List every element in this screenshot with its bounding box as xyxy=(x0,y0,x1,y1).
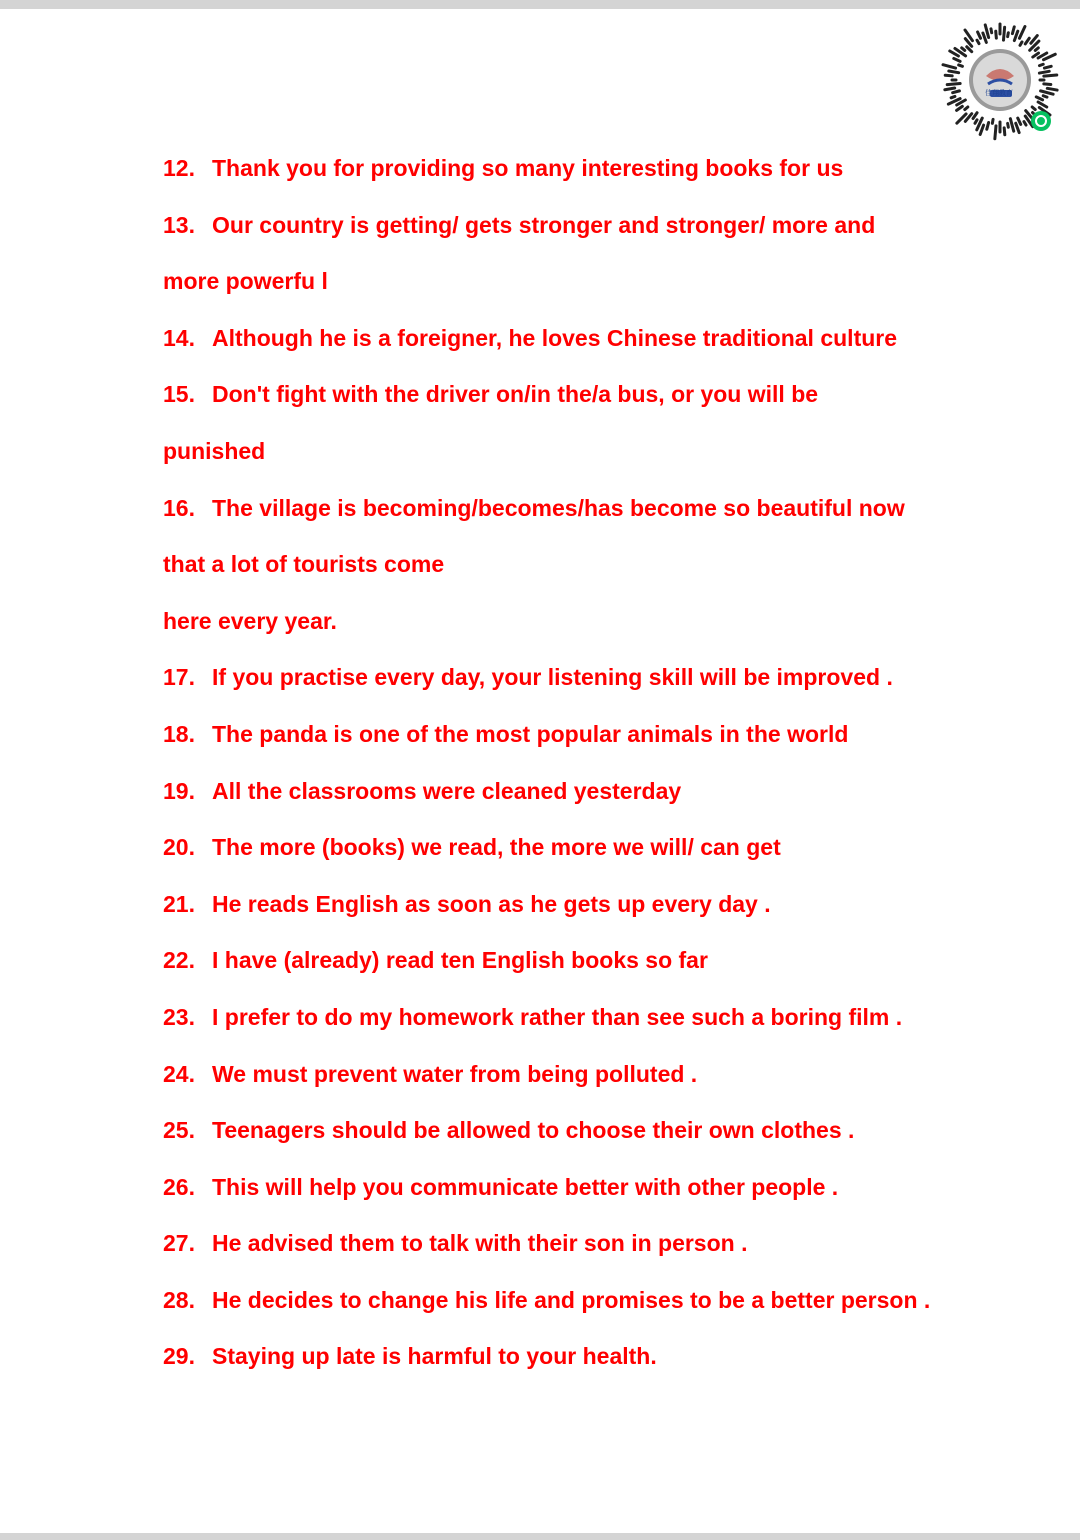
answer-number: 17. xyxy=(163,664,195,691)
page-top-border xyxy=(0,0,1080,9)
answer-line xyxy=(163,771,953,828)
answer-text: The panda is one of the most popular animals in the world xyxy=(212,720,849,747)
answer-text: All the classrooms were cleaned yesterday xyxy=(212,777,682,804)
answer-number: 15. xyxy=(163,381,195,408)
page-bottom-border xyxy=(0,1533,1080,1540)
answer-text: Thank you for providing so many interesting books for us xyxy=(212,155,844,181)
answer-number: 16. xyxy=(163,494,195,521)
answer-text: He advised them to talk with their son in person . xyxy=(212,1230,748,1257)
answer-line xyxy=(163,544,953,601)
answer-number: 13. xyxy=(163,211,195,238)
answer-text: Although he is a foreigner, he loves Chinese traditional culture xyxy=(212,324,898,351)
answer-line xyxy=(163,374,953,431)
answer-text: here every year. xyxy=(163,607,337,634)
answer-line xyxy=(163,657,953,714)
answer-text: This will help you communicate better with other people . xyxy=(212,1173,839,1200)
mini-program-qr-icon xyxy=(938,18,1062,142)
answer-number: 20. xyxy=(163,834,195,861)
answer-text: that a lot of tourists come xyxy=(163,551,445,578)
answer-text: The village is becoming/becomes/has become so beautiful now xyxy=(212,494,905,521)
answer-text: He reads English as soon as he gets up every day . xyxy=(212,890,771,917)
answer-number: 26. xyxy=(163,1173,195,1200)
answer-line xyxy=(163,1336,953,1393)
answer-number: 22. xyxy=(163,947,195,974)
answer-line xyxy=(163,1110,953,1167)
answer-line xyxy=(163,714,953,771)
answer-text: Teenagers should be allowed to choose their own clothes . xyxy=(212,1117,855,1144)
answer-number: 24. xyxy=(163,1060,195,1087)
answer-text: I prefer to do my homework rather than see such a boring film . xyxy=(212,1003,903,1030)
answer-line xyxy=(163,205,953,262)
answer-line xyxy=(163,884,953,941)
answer-number: 23. xyxy=(163,1003,195,1030)
answer-line xyxy=(163,997,953,1054)
answer-number: 27. xyxy=(163,1230,195,1257)
answer-number: 12. xyxy=(163,155,195,181)
qr-logo-text: 佳翔教育 xyxy=(985,89,1013,97)
answer-number: 25. xyxy=(163,1117,195,1144)
answer-line xyxy=(163,1054,953,1111)
answer-line xyxy=(163,148,953,205)
answer-text: more powerfu l xyxy=(163,268,328,295)
answer-number: 28. xyxy=(163,1286,195,1313)
answer-number: 29. xyxy=(163,1343,195,1370)
answer-line xyxy=(163,940,953,997)
answer-line xyxy=(163,318,953,375)
answer-text: Our country is getting/ gets stronger and stronger/ more and xyxy=(212,211,876,238)
answer-number: 18. xyxy=(163,720,195,747)
answer-line xyxy=(163,431,953,488)
answer-number: 14. xyxy=(163,324,195,351)
answer-number: 21. xyxy=(163,890,195,917)
answer-text: The more (books) we read, the more we will/ can get xyxy=(212,834,781,861)
answer-text: We must prevent water from being polluted . xyxy=(212,1060,698,1087)
mini-program-badge-icon xyxy=(1031,111,1051,131)
answer-text: If you practise every day, your listening skill will be improved . xyxy=(212,664,893,691)
answer-line xyxy=(163,488,953,545)
answer-list xyxy=(163,148,953,1393)
answer-text: He decides to change his life and promises to be a better person . xyxy=(212,1286,931,1313)
answer-text: Staying up late is harmful to your health. xyxy=(212,1343,657,1370)
answer-line xyxy=(163,1167,953,1224)
answer-text: Don't fight with the driver on/in the/a bus, or you will be xyxy=(212,381,819,408)
answer-line xyxy=(163,601,953,658)
answer-text: punished xyxy=(163,437,266,464)
answer-line xyxy=(163,1280,953,1337)
answer-line xyxy=(163,827,953,884)
answer-line xyxy=(163,1223,953,1280)
answer-number: 19. xyxy=(163,777,195,804)
answer-text: I have (already) read ten English books so far xyxy=(212,947,708,974)
answer-line xyxy=(163,261,953,318)
